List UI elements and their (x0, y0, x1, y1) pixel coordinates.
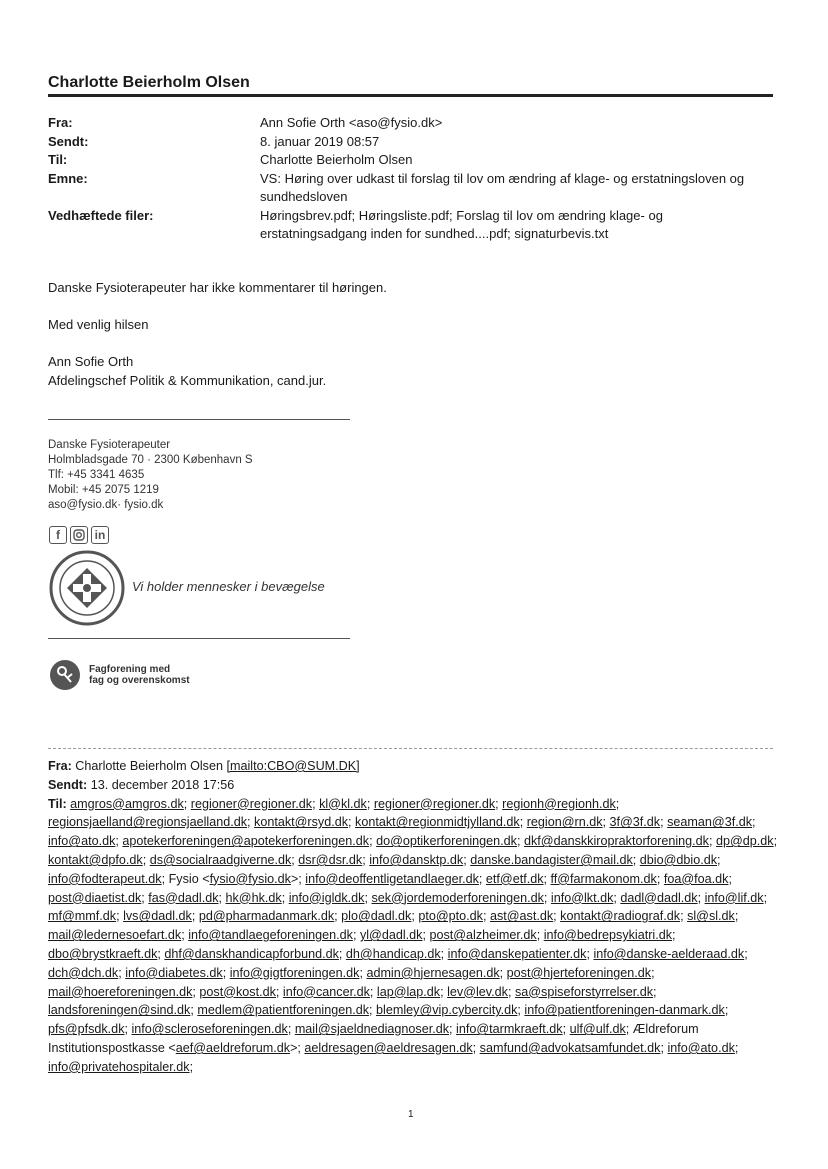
recipient-separator: ; (411, 909, 419, 924)
forwarded-message-header (48, 757, 778, 1077)
greeting: Med venlig hilsen (48, 317, 149, 332)
recipient-separator: ; (516, 834, 524, 849)
recipient-separator: ; (536, 928, 544, 943)
forwarded-til-label: Til: (48, 796, 67, 811)
recipient-email-link[interactable]: info@scleroseforeningen.dk (131, 1022, 288, 1037)
recipient-email-link[interactable]: medlem@patientforeningen.dk (197, 1003, 370, 1018)
social-links (49, 526, 109, 544)
recipient-separator: ; (632, 852, 640, 867)
heading-rule (48, 94, 773, 97)
fagforening-badge (50, 660, 190, 690)
recipient-separator: ; (422, 928, 430, 943)
recipient-separator: ; (369, 984, 377, 999)
recipient-separator: ; (157, 946, 165, 961)
recipient-separator: ; (124, 1022, 132, 1037)
recipient-display-suffix: > (290, 871, 299, 886)
recipient-email-link[interactable]: aef@aeldreforum.dk (175, 1040, 291, 1055)
recipient-email-link[interactable]: mf@mmf.dk (48, 909, 117, 924)
header-row-attachments (48, 207, 768, 244)
recipient-separator: ; (744, 946, 748, 961)
recipient-email-link[interactable]: info@tarmkraeft.dk (456, 1022, 563, 1037)
fagforening-line-2: fag og overenskomst (89, 675, 190, 686)
recipient-separator: ; (773, 834, 778, 849)
facebook-icon[interactable]: f (49, 526, 67, 544)
sender-heading: Charlotte Beierholm Olsen (48, 74, 250, 91)
emne-value: VS: Høring over udkast til forslag til lov om ændring af klage- og erstatningsloven og sundhedsloven (260, 170, 745, 204)
recipient-separator: ; (338, 946, 346, 961)
recipient-separator: ; (724, 1003, 729, 1018)
sendt-value: 8. januar 2019 08:57 (260, 133, 380, 149)
recipient-email-link[interactable]: ulf@ulf.dk (569, 1022, 626, 1037)
recipient-separator: ; (543, 871, 551, 886)
recipient-email-link[interactable]: info@lif.dk (704, 890, 764, 905)
recipient-separator: ; (183, 796, 191, 811)
forwarded-sendt-label: Sendt: (48, 777, 88, 792)
recipient-separator: ; (369, 834, 377, 849)
recipient-separator: ; (181, 928, 189, 943)
forwarded-sent (48, 776, 778, 795)
emne-label: Emne: (48, 170, 88, 186)
recipient-separator: ; (478, 871, 486, 886)
recipient-list (48, 797, 777, 1074)
til-value: Charlotte Beierholm Olsen (260, 152, 413, 167)
recipient-email-link[interactable]: apotekerforeningen@apotekerforeningen.dk (122, 834, 370, 849)
recipient-email-link[interactable]: landsforeningen@sind.dk (48, 1003, 191, 1018)
recipient-email-link[interactable]: aeldresagen@aeldresagen.dk (304, 1040, 473, 1055)
header-row-sendt (48, 133, 768, 152)
forward-separator (48, 748, 773, 749)
recipient-email-link[interactable]: info@tandlaegeforeningen.dk (188, 928, 353, 943)
recipient-email-link[interactable]: plo@dadl.dk (341, 909, 412, 924)
fagforening-line-1: Fagforening med (89, 664, 171, 675)
recipient-email-link[interactable]: kontakt@dpfo.dk (48, 852, 143, 867)
recipient-separator: ; (717, 852, 721, 867)
recipient-email-link[interactable]: dbo@brystkraeft.dk (48, 946, 158, 961)
recipient-separator: ; (359, 965, 367, 980)
recipient-email-link[interactable]: info@diabetes.dk (125, 965, 223, 980)
recipient-separator: ; (495, 796, 503, 811)
recipient-separator: ; (472, 1040, 480, 1055)
til-label: Til: (48, 152, 68, 167)
danske-fysioterapeuter-logo (49, 550, 125, 631)
recipient-email-link[interactable]: info@patientforeningen-danmark.dk (524, 1003, 725, 1018)
recipient-email-link[interactable]: info@ato.dk (48, 834, 116, 849)
recipient-separator: ; (697, 890, 705, 905)
recipient-separator: ; (222, 965, 230, 980)
recipient-separator: ; (708, 834, 716, 849)
recipient-email-link[interactable]: info@igldk.dk (288, 890, 365, 905)
recipient-email-link[interactable]: info@dansktp.dk (369, 852, 464, 867)
recipient-separator: ; (118, 965, 126, 980)
recipient-separator: ; (362, 852, 370, 867)
recipient-email-link[interactable]: mail@sjaeldnediagnoser.dk (294, 1022, 450, 1037)
recipient-separator: ; (728, 871, 732, 886)
recipient-email-link[interactable]: samfund@advokatsamfundet.dk (479, 1040, 661, 1055)
recipient-email-link[interactable]: pto@pto.dk (418, 909, 483, 924)
recipient-email-link[interactable]: fysio@fysio.dk (209, 871, 291, 886)
sendt-label: Sendt: (48, 133, 89, 149)
recipient-email-link[interactable]: info@cancer.dk (282, 984, 370, 999)
recipient-separator: ; (297, 1040, 305, 1055)
recipient-email-link[interactable]: regioner@regioner.dk (190, 796, 313, 811)
recipient-email-link[interactable]: regionsjaelland@regionsjaelland.dk (48, 815, 248, 830)
recipient-separator: ; (752, 815, 756, 830)
recipient-email-link[interactable]: seaman@3f.dk (667, 815, 753, 830)
signer-title: Afdelingschef Politik & Kommunikation, cand.jur. (48, 373, 327, 388)
recipient-separator: ; (218, 890, 226, 905)
recipient-email-link[interactable]: foa@foa.dk (663, 871, 729, 886)
recipient-email-link[interactable]: sa@spiseforstyrrelser.dk (514, 984, 654, 999)
recipient-email-link[interactable]: admin@hjernesagen.dk (366, 965, 500, 980)
signature-mobile: Mobil: +45 2075 1219 (48, 484, 159, 496)
forwarded-recipients (48, 795, 778, 1077)
recipient-email-link[interactable]: blemley@vip.cybercity.dk (376, 1003, 518, 1018)
recipient-email-link[interactable]: ff@farmakonom.dk (550, 871, 657, 886)
recipient-separator: ; (366, 796, 374, 811)
recipient-email-link[interactable]: dhf@danskhandicapforbund.dk (164, 946, 339, 961)
recipient-separator: ; (734, 1040, 739, 1055)
recipient-email-link[interactable]: info@deoffentligetandlaeger.dk (305, 871, 479, 886)
recipient-separator: ; (651, 965, 655, 980)
recipient-email-link[interactable]: dp@dp.dk (715, 834, 774, 849)
recipient-email-link[interactable]: info@danskepatienter.dk (447, 946, 587, 961)
header-row-fra (48, 114, 768, 133)
recipient-separator: ; (369, 1003, 377, 1018)
recipient-email-link[interactable]: region@rn.dk (526, 815, 603, 830)
fagforening-text (89, 664, 190, 686)
recipient-email-link[interactable]: pd@pharmadanmark.dk (198, 909, 335, 924)
recipient-email-link[interactable]: info@fodterapeut.dk (48, 871, 162, 886)
recipient-email-link[interactable]: regioner@regioner.dk (373, 796, 496, 811)
recipient-separator: ; (291, 852, 299, 867)
body-paragraph: Danske Fysioterapeuter har ikke kommentarer til høringen. (48, 280, 387, 295)
forwarded-fra-mailto-link[interactable]: [mailto:CBO@SUM.DK] (226, 759, 360, 773)
forwarded-from (48, 757, 778, 776)
signature-contact (48, 498, 253, 513)
recipient-email-link[interactable]: kontakt@regionmidtjylland.dk (355, 815, 520, 830)
recipient-email-link[interactable]: danske.bandagister@mail.dk (470, 852, 633, 867)
recipient-email-link[interactable]: amgros@amgros.dk (70, 796, 184, 811)
fagforening-icon (50, 660, 80, 690)
recipient-separator: ; (116, 909, 124, 924)
header-row-til (48, 151, 768, 170)
recipient-email-link[interactable]: ds@socialraadgiverne.dk (149, 852, 292, 867)
signature-phone: Tlf: +45 3341 4635 (48, 469, 145, 481)
recipient-separator: ; (586, 946, 594, 961)
recipient-separator: ; (352, 928, 360, 943)
recipient-email-link[interactable]: 3f@3f.dk (609, 815, 661, 830)
recipient-separator: ; (625, 1022, 633, 1037)
recipient-email-link[interactable]: kl@kl.dk (319, 796, 367, 811)
recipient-email-link[interactable]: sek@jordemoderforeningen.dk (371, 890, 544, 905)
recipient-separator: ; (602, 815, 610, 830)
recipient-email-link[interactable]: dkf@danskkiropraktorforening.dk (523, 834, 709, 849)
recipient-separator: ; (562, 1022, 570, 1037)
recipient-separator: ; (190, 1003, 198, 1018)
linkedin-icon[interactable]: in (91, 526, 109, 544)
recipient-display-name: Ældreforum Institutionspostkasse < (48, 1022, 699, 1055)
signature-divider-top (48, 419, 350, 420)
recipient-separator: ; (660, 815, 668, 830)
recipient-email-link[interactable]: post@diaetist.dk (48, 890, 142, 905)
recipient-separator: ; (247, 815, 255, 830)
recipient-email-link[interactable]: sl@sl.dk (687, 909, 735, 924)
recipient-separator: ; (275, 984, 283, 999)
recipient-email-link[interactable]: lev@lev.dk (447, 984, 508, 999)
recipient-separator: ; (660, 1040, 668, 1055)
recipient-separator: ; (519, 815, 527, 830)
recipient-separator: ; (615, 796, 620, 811)
recipient-email-link[interactable]: kontakt@rsyd.dk (254, 815, 349, 830)
recipient-email-link[interactable]: info@gigtforeningen.dk (229, 965, 360, 980)
recipient-separator: ; (334, 909, 342, 924)
signer-name: Ann Sofie Orth (48, 354, 134, 369)
forwarded-fra-name: Charlotte Beierholm Olsen (75, 759, 223, 773)
recipient-separator: ; (507, 984, 515, 999)
recipient-email-link[interactable]: dsr@dsr.dk (298, 852, 363, 867)
recipient-separator: ; (613, 890, 621, 905)
recipient-separator: ; (656, 871, 664, 886)
recipient-separator: ; (440, 946, 448, 961)
recipient-separator: ; (449, 1022, 457, 1037)
recipient-email-link[interactable]: info@danske-aelderaad.dk (593, 946, 745, 961)
email-header (48, 114, 768, 244)
recipient-separator: ; (281, 890, 289, 905)
recipient-separator: ; (463, 852, 471, 867)
recipient-email-link[interactable]: info@privatehospitaler.dk (48, 1059, 190, 1074)
recipient-separator: ; (192, 984, 200, 999)
recipient-email-link[interactable]: do@optikerforeningen.dk (376, 834, 517, 849)
recipient-separator: ; (763, 890, 768, 905)
recipient-separator: ; (141, 890, 149, 905)
recipient-email-link[interactable]: mail@ledernesoefart.dk (48, 928, 182, 943)
recipient-separator: ; (440, 984, 448, 999)
recipient-email-link[interactable]: info@bedrepsykiatri.dk (543, 928, 673, 943)
recipient-separator: ; (553, 909, 561, 924)
recipient-separator: ; (364, 890, 372, 905)
fra-value: Ann Sofie Orth <aso@fysio.dk> (260, 115, 443, 130)
signature-block (48, 438, 253, 513)
signature-divider-bottom (48, 638, 350, 639)
recipient-separator: ; (482, 909, 490, 924)
recipient-separator: ; (653, 984, 657, 999)
recipient-separator: ; (312, 796, 320, 811)
recipient-separator: ; (191, 909, 199, 924)
recipient-separator: ; (115, 834, 123, 849)
attachments-value: Høringsbrev.pdf; Høringsliste.pdf; Forslag til lov om ændring klage- og erstatningsadgang inden for sundhed....pdf; signaturbevis.txt (260, 207, 663, 241)
signature-tagline: Vi holder mennesker i bevægelse (132, 579, 325, 594)
recipient-email-link[interactable]: ast@ast.dk (489, 909, 554, 924)
recipient-display-suffix: > (290, 1040, 298, 1055)
recipient-email-link[interactable]: dch@dch.dk (48, 965, 119, 980)
recipient-email-link[interactable]: info@ato.dk (667, 1040, 735, 1055)
signature-web-link[interactable]: fysio.dk (124, 499, 164, 511)
forwarded-sendt-value: 13. december 2018 17:56 (90, 777, 235, 792)
recipient-separator: ; (672, 928, 676, 943)
recipient-separator: ; (543, 890, 551, 905)
header-row-emne (48, 170, 768, 207)
recipient-email-link[interactable]: info@lkt.dk (550, 890, 614, 905)
recipient-email-link[interactable]: pfs@pfsdk.dk (48, 1022, 125, 1037)
recipient-email-link[interactable]: yl@dadl.dk (359, 928, 423, 943)
signature-email: aso@fysio.dk· (48, 499, 122, 511)
recipient-separator: ; (142, 852, 150, 867)
recipient-separator: ; (734, 909, 739, 924)
recipient-email-link[interactable]: lvs@dadl.dk (123, 909, 192, 924)
recipient-separator: ; (287, 1022, 295, 1037)
recipient-email-link[interactable]: lap@lap.dk (376, 984, 441, 999)
recipient-separator: ; (680, 909, 688, 924)
recipient-email-link[interactable]: regionh@regionh.dk (502, 796, 616, 811)
recipient-email-link[interactable]: fas@dadl.dk (148, 890, 219, 905)
recipient-separator: ; (499, 965, 507, 980)
recipient-email-link[interactable]: kontakt@radiograf.dk (560, 909, 681, 924)
recipient-separator: ; (517, 1003, 525, 1018)
attachments-label: Vedhæftede filer: (48, 207, 154, 223)
recipient-email-link[interactable]: etf@etf.dk (485, 871, 544, 886)
recipient-email-link[interactable]: dh@handicap.dk (345, 946, 441, 961)
recipient-email-link[interactable]: post@alzheimer.dk (429, 928, 537, 943)
recipient-email-link[interactable]: post@kost.dk (199, 984, 276, 999)
recipient-email-link[interactable]: hk@hk.dk (225, 890, 282, 905)
recipient-email-link[interactable]: mail@hoereforeningen.dk (48, 984, 193, 999)
fra-label: Fra: (48, 115, 73, 130)
forwarded-fra-label: Fra: (48, 759, 72, 773)
signature-org: Danske Fysioterapeuter (48, 439, 171, 451)
page-number: 1 (408, 1109, 414, 1120)
recipient-email-link[interactable]: post@hjerteforeningen.dk (506, 965, 652, 980)
recipient-display-name: Fysio < (168, 871, 210, 886)
recipient-separator: ; (348, 815, 356, 830)
recipient-separator: ; (161, 871, 169, 886)
recipient-separator: ; (189, 1059, 194, 1074)
recipient-email-link[interactable]: dbio@dbio.dk (639, 852, 718, 867)
recipient-separator: ; (298, 871, 306, 886)
instagram-icon[interactable] (70, 526, 88, 544)
signature-address: Holmbladsgade 70 · 2300 København S (48, 454, 253, 466)
recipient-email-link[interactable]: dadl@dadl.dk (620, 890, 698, 905)
